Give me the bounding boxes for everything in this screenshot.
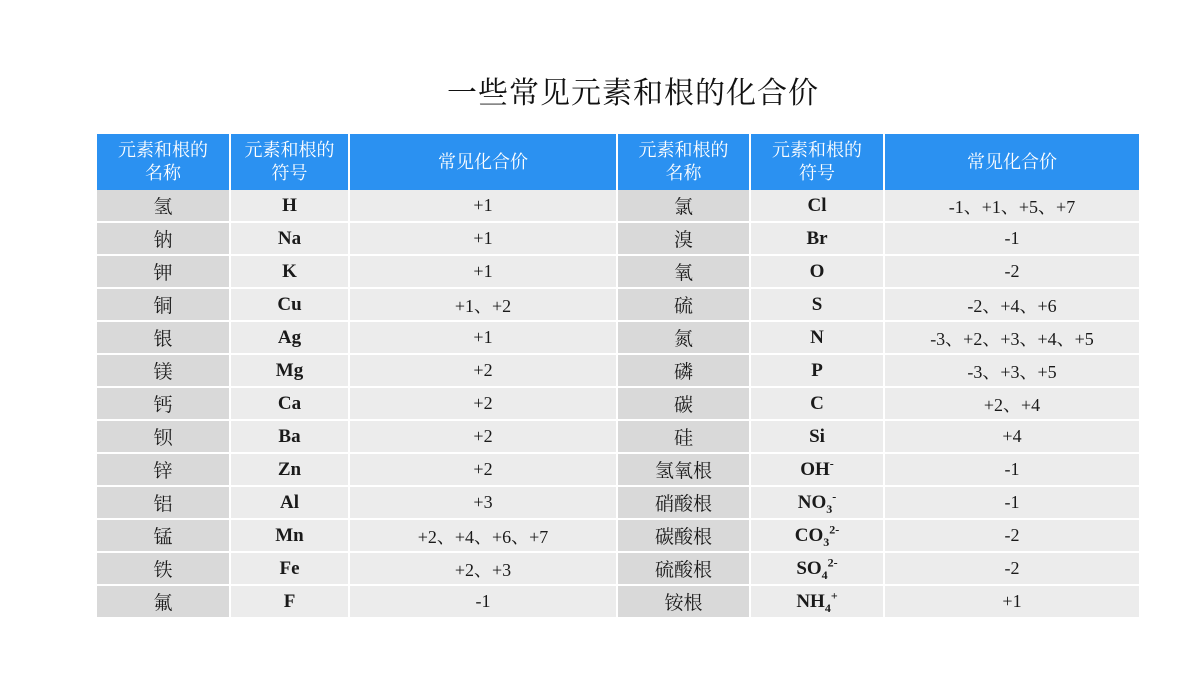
header-right-symbol	[750, 134, 884, 190]
symbol-base: O	[809, 260, 825, 282]
valence-value: +2、+4	[884, 387, 1139, 420]
symbol-superscript: -	[832, 489, 837, 504]
element-symbol	[750, 519, 884, 552]
valence-value: +2	[349, 387, 617, 420]
valence-value: +2	[349, 354, 617, 387]
symbol-base: C	[810, 392, 824, 414]
valence-value: -2	[884, 255, 1139, 288]
symbol-base: N	[810, 326, 824, 348]
element-symbol	[750, 321, 884, 354]
valence-value: +1	[349, 190, 617, 222]
element-name: 硝酸根	[617, 486, 750, 519]
header-right-name	[617, 134, 750, 190]
header-symbol-line2: 符号	[271, 163, 308, 184]
element-name: 钡	[97, 420, 230, 453]
symbol-base: NO	[797, 491, 827, 513]
element-symbol	[230, 552, 349, 585]
symbol-base: S	[811, 293, 823, 315]
header-left-name	[97, 134, 230, 190]
element-name: 银	[97, 321, 230, 354]
valence-value: +1	[349, 255, 617, 288]
element-name: 碳酸根	[617, 519, 750, 552]
element-name: 氮	[617, 321, 750, 354]
element-name: 锌	[97, 453, 230, 486]
header-name-line1: 元素和根的	[118, 140, 208, 161]
symbol-base: OH	[800, 458, 830, 480]
table-row	[97, 486, 1139, 519]
header-symbol-line2: 符号	[799, 163, 835, 184]
valence-value: +4	[884, 420, 1139, 453]
valence-value: -3、+2、+3、+4、+5	[884, 321, 1139, 354]
valence-value: -1、+1、+5、+7	[884, 190, 1139, 222]
table-row	[97, 354, 1139, 387]
symbol-base: Cl	[807, 194, 827, 216]
symbol-superscript: 2-	[829, 522, 840, 537]
symbol-base: Al	[280, 491, 299, 513]
header-symbol-line1: 元素和根的	[772, 140, 862, 161]
table-row	[97, 255, 1139, 288]
page-title: 一些常见元素和根的化合价	[447, 76, 819, 111]
element-symbol	[230, 585, 349, 618]
header-left-symbol	[230, 134, 349, 190]
element-symbol	[750, 387, 884, 420]
element-name: 镁	[97, 354, 230, 387]
valence-value: +2	[349, 420, 617, 453]
element-name: 锰	[97, 519, 230, 552]
element-name: 氧	[617, 255, 750, 288]
element-name: 铜	[97, 288, 230, 321]
table-row	[97, 190, 1139, 222]
header-name-line2: 名称	[145, 163, 181, 184]
valence-value: +1	[884, 585, 1139, 618]
element-name: 硫酸根	[617, 552, 750, 585]
element-name: 磷	[617, 354, 750, 387]
element-symbol	[750, 222, 884, 255]
symbol-base: K	[282, 260, 297, 282]
element-symbol	[230, 453, 349, 486]
element-symbol	[230, 387, 349, 420]
element-symbol	[750, 255, 884, 288]
table-row	[97, 585, 1139, 618]
valence-value: -2	[884, 519, 1139, 552]
table-row	[97, 552, 1139, 585]
header-name-line2: 名称	[665, 163, 702, 184]
symbol-base: Mn	[275, 524, 304, 546]
element-name: 氯	[617, 190, 750, 222]
symbol-base: Ag	[277, 326, 302, 348]
table-row	[97, 222, 1139, 255]
symbol-subscript: 3	[823, 534, 830, 549]
table-row	[97, 519, 1139, 552]
element-symbol	[750, 552, 884, 585]
symbol-base: Br	[806, 227, 828, 249]
element-symbol	[750, 420, 884, 453]
header-row	[97, 134, 1139, 190]
symbol-base: Cu	[277, 293, 302, 315]
element-symbol	[750, 190, 884, 222]
symbol-superscript: -	[829, 456, 834, 471]
symbol-base: CO	[794, 524, 824, 546]
element-name: 硅	[617, 420, 750, 453]
symbol-superscript: 2-	[827, 555, 838, 570]
table-body	[97, 190, 1139, 618]
valence-value: -2	[884, 552, 1139, 585]
table-row	[97, 387, 1139, 420]
element-symbol	[750, 354, 884, 387]
symbol-base: NH	[796, 590, 825, 612]
valence-value: -3、+3、+5	[884, 354, 1139, 387]
element-name: 铁	[97, 552, 230, 585]
element-name: 铵根	[617, 585, 750, 618]
symbol-superscript: +	[830, 588, 838, 603]
symbol-subscript: 3	[826, 501, 833, 516]
element-name: 钙	[97, 387, 230, 420]
table-row	[97, 288, 1139, 321]
valence-value: -1	[884, 222, 1139, 255]
element-name: 钠	[97, 222, 230, 255]
valence-value: -1	[884, 486, 1139, 519]
element-name: 钾	[97, 255, 230, 288]
element-symbol	[750, 288, 884, 321]
symbol-base: Zn	[277, 458, 302, 480]
header-name-line1: 元素和根的	[638, 140, 729, 161]
valence-value: +3	[349, 486, 617, 519]
valence-value: +1	[349, 222, 617, 255]
element-name: 碳	[617, 387, 750, 420]
element-symbol	[230, 420, 349, 453]
table-row	[97, 420, 1139, 453]
valence-value: -2、+4、+6	[884, 288, 1139, 321]
element-name: 氟	[97, 585, 230, 618]
header-right-valence: 常见化合价	[884, 134, 1139, 190]
element-name: 硫	[617, 288, 750, 321]
element-symbol	[750, 453, 884, 486]
element-symbol	[230, 486, 349, 519]
table-row	[97, 321, 1139, 354]
symbol-base: Na	[277, 227, 302, 249]
symbol-subscript: 4	[821, 567, 828, 582]
valence-value: +2、+4、+6、+7	[349, 519, 617, 552]
element-symbol	[230, 222, 349, 255]
symbol-base: H	[282, 194, 297, 216]
element-symbol	[230, 288, 349, 321]
element-symbol	[230, 190, 349, 222]
element-symbol	[750, 486, 884, 519]
valence-value: +2、+3	[349, 552, 617, 585]
valence-value: +1、+2	[349, 288, 617, 321]
header-left-valence: 常见化合价	[349, 134, 617, 190]
element-name: 铝	[97, 486, 230, 519]
symbol-base: Mg	[275, 359, 304, 381]
element-name: 溴	[617, 222, 750, 255]
valence-table	[97, 134, 1139, 619]
symbol-base: F	[283, 590, 296, 612]
symbol-base: SO	[796, 557, 822, 579]
element-name: 氢氧根	[617, 453, 750, 486]
element-name: 氢	[97, 190, 230, 222]
header-symbol-line1: 元素和根的	[244, 140, 335, 161]
symbol-base: Si	[809, 425, 825, 447]
valence-value: +2	[349, 453, 617, 486]
valence-value: -1	[884, 453, 1139, 486]
symbol-base: Fe	[279, 557, 300, 579]
symbol-subscript: 4	[824, 600, 831, 615]
symbol-base: Ba	[278, 425, 301, 447]
element-symbol	[750, 585, 884, 618]
element-symbol	[230, 255, 349, 288]
element-symbol	[230, 519, 349, 552]
table-row	[97, 453, 1139, 486]
element-symbol	[230, 354, 349, 387]
valence-value: +1	[349, 321, 617, 354]
valence-value: -1	[349, 585, 617, 618]
symbol-base: Ca	[277, 392, 302, 414]
symbol-base: P	[811, 359, 823, 381]
element-symbol	[230, 321, 349, 354]
